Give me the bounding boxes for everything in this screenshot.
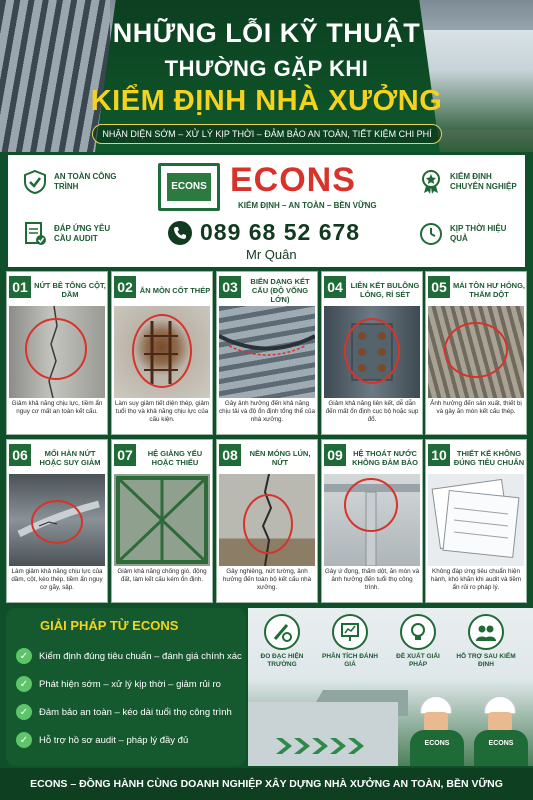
issue-card-06 — [6, 439, 108, 603]
shield-check-icon — [22, 169, 48, 195]
tagline: NHẬN DIỆN SỚM – XỬ LÝ KỊP THỜI – ĐẢM BẢO AN TOÀN, TIẾT KIỆM CHI PHÍ — [92, 124, 442, 144]
issue-description: Làm giảm khả năng chịu lực của dầm, cột, kèo thép, tiềm ẩn nguy cơ gãy, sập. — [11, 568, 103, 591]
solution-item — [16, 704, 232, 720]
issue-number: 02 — [114, 276, 136, 298]
footer-slogan: ECONS – ĐỒNG HÀNH CÙNG DOANH NGHIỆP XÂY DỰNG NHÀ XƯỞNG AN TOÀN, BỀN VỮNG — [0, 768, 533, 800]
issue-title: THIẾT KẾ KHÔNG ĐÚNG TIÊU CHUẨN — [453, 449, 525, 467]
issue-number: 10 — [428, 444, 450, 466]
issue-title: MỐI HÀN NỨT HOẶC SUY GIẢM — [39, 449, 101, 467]
defect-highlight-circle — [243, 494, 293, 554]
step-label: HỖ TRỢ SAU KIỂM ĐỊNH — [456, 653, 516, 668]
issue-number: 01 — [9, 276, 31, 298]
corroded-rebar-photo — [114, 306, 210, 398]
issue-description: Làm suy giảm tiết diện thép, giảm tuổi thọ và khả năng chịu lực của cấu kiện. — [114, 400, 210, 423]
issue-number: 09 — [324, 444, 346, 466]
engineer-uniform-label: ECONS — [410, 730, 464, 766]
feature-label: AN TOÀN CÔNG TRÌNH — [54, 172, 117, 191]
issue-description: Gây ứ đọng, thấm dột, ăn mòn và ảnh hưởng đến tuổi thọ công trình. — [324, 568, 420, 591]
check-icon: ✓ — [16, 732, 32, 748]
solution-text: Phát hiện sớm – xử lý kịp thời – giảm rủi ro — [39, 678, 221, 690]
measure-tools-icon — [264, 614, 300, 650]
contact-person: Mr Quân — [246, 247, 297, 262]
brand-slogan: KIỂM ĐỊNH – AN TOÀN – BỀN VỮNG — [238, 201, 377, 210]
issue-number: 03 — [219, 276, 241, 298]
clock-icon — [418, 221, 444, 247]
feature-professional — [418, 169, 520, 195]
cracked-weld-photo — [9, 474, 105, 566]
issue-title: MÁI TÔN HƯ HỎNG, THẤM DỘT — [452, 281, 526, 299]
check-icon: ✓ — [16, 648, 32, 664]
issue-number: 06 — [9, 444, 31, 466]
title-line-1: NHỮNG LỖI KỸ THUẬT — [112, 18, 421, 48]
medal-icon — [418, 169, 444, 195]
lightbulb-gear-icon — [400, 614, 436, 650]
engineer-uniform-label: ECONS — [474, 730, 528, 766]
solution-item — [16, 648, 242, 664]
defect-highlight-circle — [132, 314, 192, 388]
step-analyze — [320, 614, 380, 669]
engineers-icon — [468, 614, 504, 650]
title-line-2: THƯỜNG GẶP KHI — [164, 56, 369, 81]
issue-title: LIÊN KẾT BULÔNG LỎNG, RỈ SÉT — [350, 281, 420, 299]
issue-description: Không đáp ứng tiêu chuẩn hiện hành, khó khăn khi audit và tiềm ẩn rủi ro pháp lý. — [430, 568, 522, 591]
defect-highlight-circle — [31, 500, 83, 544]
solution-item — [16, 732, 188, 748]
issue-title: BIẾN DẠNG KẾT CẤU (ĐỘ VÕNG LỚN) — [250, 276, 310, 304]
issue-description: Giảm khả năng chống gió, động đất, làm kết cấu kém ổn định. — [117, 568, 207, 583]
phone-number[interactable]: 089 68 52 678 — [200, 219, 361, 245]
step-label: ĐỀ XUẤT GIẢI PHÁP — [396, 653, 440, 668]
issue-description: Gây ảnh hưởng đến khả năng chịu tải và độ ổn định tổng thể của nhà xưởng. — [219, 400, 315, 423]
issue-card-07 — [111, 439, 213, 603]
issue-card-04 — [321, 271, 423, 435]
settled-foundation-photo — [219, 474, 315, 566]
issue-card-05 — [425, 271, 527, 435]
econs-logo-mark — [158, 163, 220, 211]
analysis-board-icon — [332, 614, 368, 650]
step-measure — [252, 614, 312, 669]
brand-panel — [8, 155, 525, 267]
issue-number: 05 — [428, 276, 450, 298]
issues-grid — [6, 271, 527, 604]
issue-card-09 — [321, 439, 423, 603]
feature-safety — [22, 169, 124, 195]
cracked-column-photo — [9, 306, 105, 398]
damaged-roof-sheet-photo — [428, 306, 524, 398]
logo-mark-text: ECONS — [167, 173, 211, 201]
issue-title: ĂN MÒN CỐT THÉP — [139, 285, 211, 295]
deformed-truss-photo — [219, 306, 315, 398]
check-icon: ✓ — [16, 704, 32, 720]
step-propose — [388, 614, 448, 669]
issue-number: 04 — [324, 276, 346, 298]
drainage-pipe-photo — [324, 474, 420, 566]
check-icon: ✓ — [16, 676, 32, 692]
defect-highlight-circle — [25, 318, 87, 380]
document-check-icon — [22, 221, 48, 247]
defect-highlight-circle — [344, 478, 398, 532]
econs-logo-text: ECONS — [230, 161, 356, 199]
technical-drawings-photo — [428, 474, 524, 566]
rusty-bolt-joint-photo — [324, 306, 420, 398]
issue-number: 08 — [219, 444, 241, 466]
engineer-face — [424, 712, 448, 732]
title-line-3: KIỂM ĐỊNH NHÀ XƯỞNG — [90, 85, 443, 117]
issue-title: NỀN MÓNG LÚN, NỨT — [249, 449, 311, 467]
issue-card-02 — [111, 271, 213, 435]
defect-highlight-circle — [444, 322, 508, 378]
issue-card-03 — [216, 271, 318, 435]
header-banner — [0, 0, 533, 152]
step-label: PHÂN TÍCH ĐÁNH GIÁ — [322, 653, 378, 668]
feature-label: KIỂM ĐỊNH CHUYÊN NGHIỆP — [450, 172, 517, 191]
step-support — [456, 614, 516, 669]
solutions-panel — [6, 608, 246, 766]
step-label: ĐO ĐẠC HIỆN TRƯỜNG — [260, 653, 304, 668]
issue-description: Giảm khả năng chịu lực, tiềm ẩn nguy cơ mất an toàn kết cấu. — [11, 400, 103, 415]
process-steps-panel — [248, 608, 533, 766]
factory-building-illustration — [248, 702, 398, 766]
issue-card-08 — [216, 439, 318, 603]
defect-highlight-circle — [344, 318, 400, 384]
solutions-title: GIẢI PHÁP TỪ ECONS — [40, 618, 179, 633]
issue-number: 07 — [114, 444, 136, 466]
issue-card-10 — [425, 439, 527, 603]
solution-item — [16, 676, 221, 692]
feature-audit — [22, 221, 124, 247]
issue-description: Ảnh hưởng đến sản xuất, thiết bị và gây ăn mòn kết cấu thép. — [430, 400, 522, 415]
issue-title: NỨT BÊ TÔNG CỘT, DẦM — [34, 281, 106, 299]
solution-text: Đảm bảo an toàn – kéo dài tuổi thọ công trình — [39, 706, 232, 718]
progress-arrows-icon — [276, 736, 366, 756]
engineer-figure — [472, 696, 530, 766]
bracing-system-photo — [114, 474, 210, 566]
phone-icon — [168, 221, 192, 245]
feature-label: KỊP THỜI HIỆU QUẢ — [450, 224, 507, 243]
solution-text: Kiểm định đúng tiêu chuẩn – đánh giá chính xác — [39, 650, 242, 662]
engineer-figure — [408, 696, 466, 766]
feature-timely — [418, 221, 520, 247]
engineer-face — [488, 712, 512, 732]
solution-text: Hỗ trợ hồ sơ audit – pháp lý đầy đủ — [39, 734, 189, 746]
issue-description: Gây nghiêng, nứt tường, ảnh hưởng đến toàn bộ kết cấu nhà xưởng. — [222, 568, 312, 591]
issue-title: HỆ GIẰNG YẾU HOẶC THIẾU — [147, 449, 203, 467]
issue-title: HỆ THOÁT NƯỚC KHÔNG ĐẢM BẢO — [352, 449, 418, 467]
issue-description: Giảm khả năng liên kết, dễ dẫn đến mất ổn định cục bộ hoặc sụp đổ. — [325, 400, 419, 423]
feature-label: ĐÁP ỨNG YÊU CẦU AUDIT — [54, 224, 111, 243]
issue-card-01 — [6, 271, 108, 435]
